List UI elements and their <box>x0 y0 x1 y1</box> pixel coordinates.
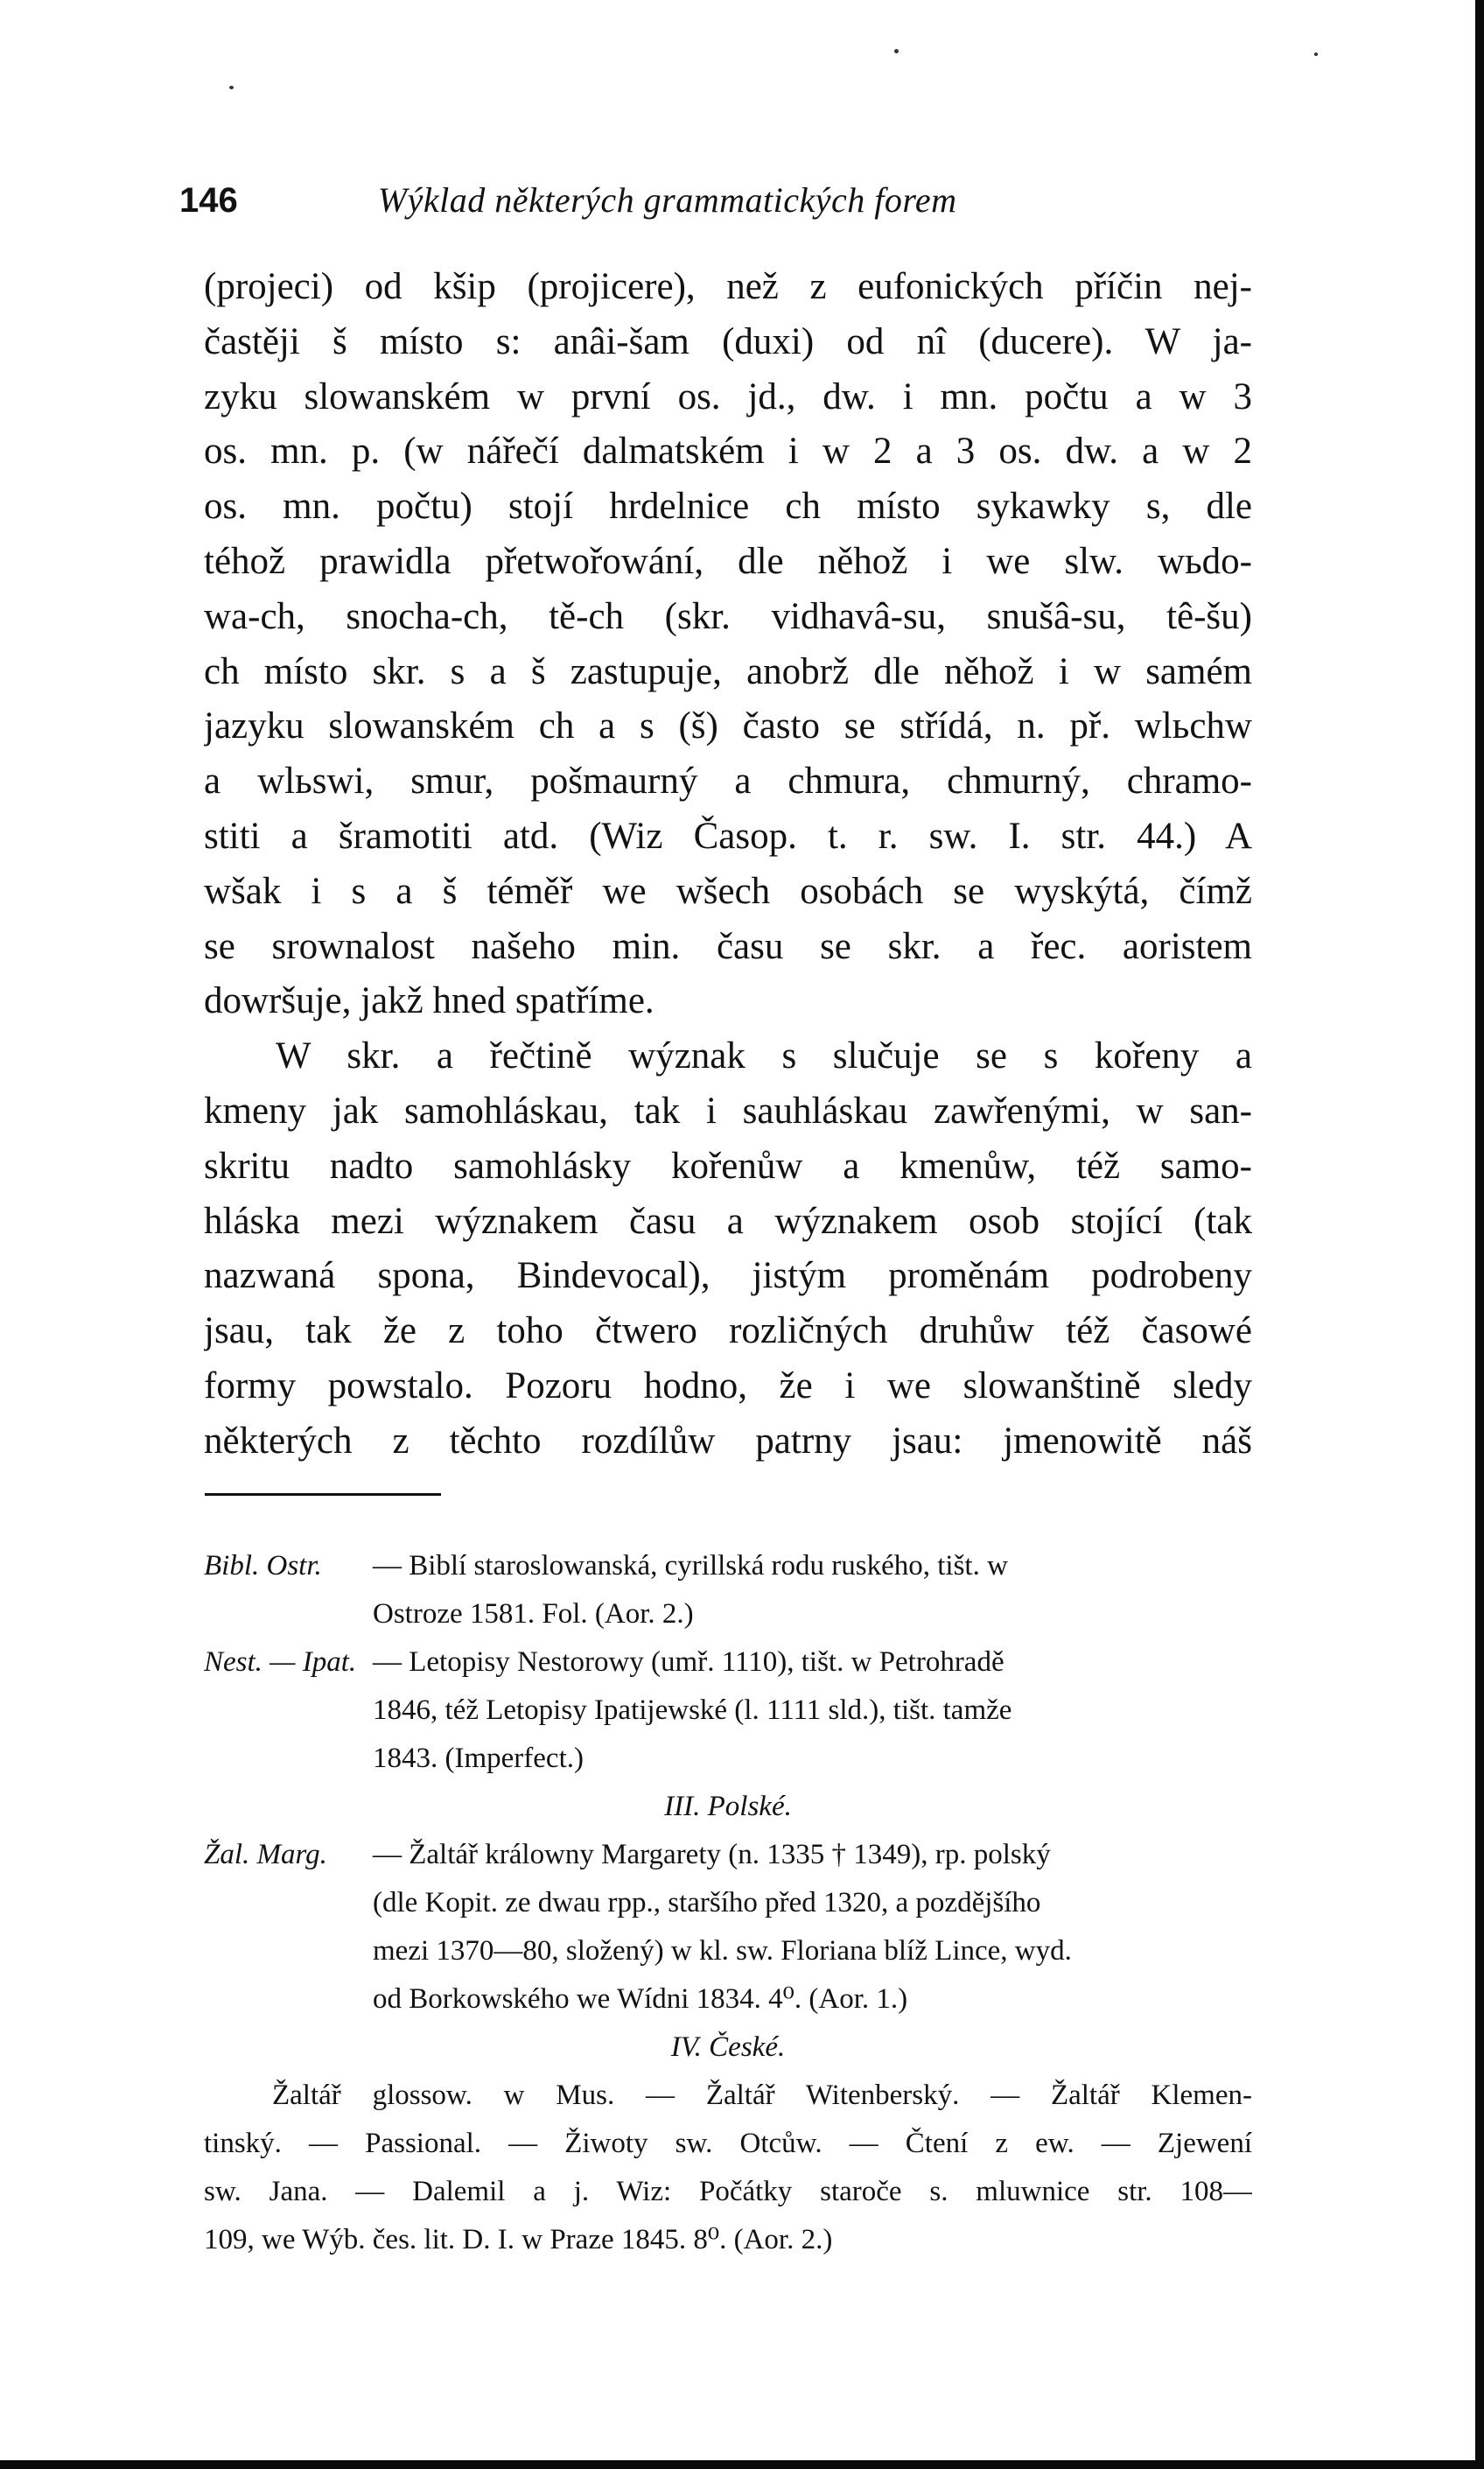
text-line: stiti a šramotiti atd. (Wiz Časop. t. r. sw. I. str. 44.) A <box>204 815 1252 857</box>
text-line: nazwaná spona, Bindevocal), jistým proměnám podrobeny <box>204 1255 1252 1297</box>
footnote-section-heading: IV. České. <box>670 2031 786 2063</box>
footnote-text: tinský. — Passional. — Žiwoty sw. Otcůw. — Čtení z ew. — Zjewení <box>204 2128 1252 2159</box>
footnote-text: 109, we Wýb. čes. lit. D. I. w Praze 1845. 8⁰. (Aor. 2.) <box>204 2224 833 2255</box>
footnote-text: — Letopisy Nestorowy (umř. 1110), tišt. w Petrohradě <box>373 1646 1004 1678</box>
body-text <box>204 260 1252 1469</box>
text-line: zyku slowanském w první os. jd., dw. i mn. počtu a w 3 <box>204 375 1252 417</box>
text-line: téhož prawidla přetwořowání, dle něhož i we slw. wьdo- <box>204 540 1252 582</box>
text-line: wšak i s a š téměř we wšech osobách se wyskýtá, čímž <box>204 870 1252 912</box>
text-line: a wlьswi, smur, pošmaurný a chmura, chmurný, chramo- <box>204 761 1252 803</box>
footnote-text: — Biblí staroslowanská, cyrillská rodu ruského, tišt. w <box>373 1550 1008 1582</box>
text-line: jazyku slowanském ch a s (š) často se střídá, n. př. wlьchw <box>204 705 1252 747</box>
footnote-abbreviation: Nest. — Ipat. <box>204 1646 357 1678</box>
text-line: hláska mezi wýznakem času a wýznakem osob stojící (tak <box>204 1200 1252 1242</box>
text-line: častěji š místo s: anâi-šam (duxi) od nî (ducere). W ja- <box>204 320 1252 362</box>
text-line: os. mn. p. (w nářečí dalmatském i w 2 a 3 os. dw. a w 2 <box>204 431 1252 473</box>
footnote-bibl-ostr <box>204 1542 1252 1590</box>
text-line: ch místo skr. s a š zastupuje, anobrž dle něhož i w samém <box>204 650 1252 692</box>
page-header <box>179 179 1142 228</box>
footnotes <box>204 1542 1252 2264</box>
footnote-section-heading: III. Polské. <box>664 1791 792 1822</box>
scan-speck <box>1314 53 1318 56</box>
footnote-text: — Žaltář králowny Margarety (n. 1335 † 1349), rp. polský <box>373 1839 1051 1870</box>
text-line: formy powstalo. Pozoru hodno, že i we slowanštině sledy <box>204 1364 1252 1406</box>
footnote-nest-ipat <box>204 1638 1252 1687</box>
text-line: os. mn. počtu) stojí hrdelnice ch místo sykawky s, dle <box>204 486 1252 528</box>
footnote-text: (dle Kopit. ze dwau rpp., staršího před 1320, a pozdějšího <box>373 1887 1041 1918</box>
scan-speck <box>229 86 234 89</box>
footnote-zal-marg <box>204 1831 1252 1879</box>
footnote-text: sw. Jana. — Dalemil a j. Wiz: Počátky staroče s. mluwnice str. 108— <box>204 2176 1252 2207</box>
text-line: některých z těchto rozdílůw patrny jsau: jmenowitě náš <box>204 1420 1252 1462</box>
running-title: Wýklad některých grammatických forem <box>377 180 957 220</box>
text-line: W skr. a řečtině wýznak s slučuje se s kořeny a <box>276 1035 1252 1077</box>
footnote-abbreviation: Bibl. Ostr. <box>204 1550 322 1582</box>
text-line: (projeci) od kšip (projicere), než z eufonických příčin nej- <box>204 266 1252 307</box>
text-line: wa-ch, snocha-ch, tě-ch (skr. vidhavâ-su, snušâ-su, tê-šu) <box>204 595 1252 637</box>
text-line: kmeny jak samohláskau, tak i sauhláskau zawřenými, w san- <box>204 1090 1252 1132</box>
text-line: se srownalost našeho min. času se skr. a řec. aoristem <box>204 925 1252 967</box>
footnote-text: od Borkowského we Wídni 1834. 4⁰. (Aor. 1.) <box>373 1983 908 2015</box>
footnote-text: mezi 1370—80, složený) w kl. sw. Floriana blíž Lince, wyd. <box>373 1935 1072 1967</box>
footnote-abbreviation: Žal. Marg. <box>204 1839 327 1870</box>
text-line: jsau, tak že z toho čtwero rozličných druhůw též časowé <box>204 1310 1252 1352</box>
footnote-text: 1846, též Letopisy Ipatijewské (l. 1111 sld.), tišt. tamže <box>373 1694 1012 1726</box>
footnote-rule <box>205 1493 441 1496</box>
page-number: 146 <box>179 181 238 220</box>
text-line: skritu nadto samohlásky kořenůw a kmenůw, též samo- <box>204 1145 1252 1187</box>
footnote-text: Žaltář glossow. w Mus. — Žaltář Witenberský. — Žaltář Klemen- <box>272 2080 1252 2111</box>
text-line: dowršuje, jakž hned spatříme. <box>204 980 654 1022</box>
footnote-text: 1843. (Imperfect.) <box>373 1743 584 1774</box>
scan-speck <box>894 49 899 53</box>
footnote-text: Ostroze 1581. Fol. (Aor. 2.) <box>373 1598 694 1630</box>
